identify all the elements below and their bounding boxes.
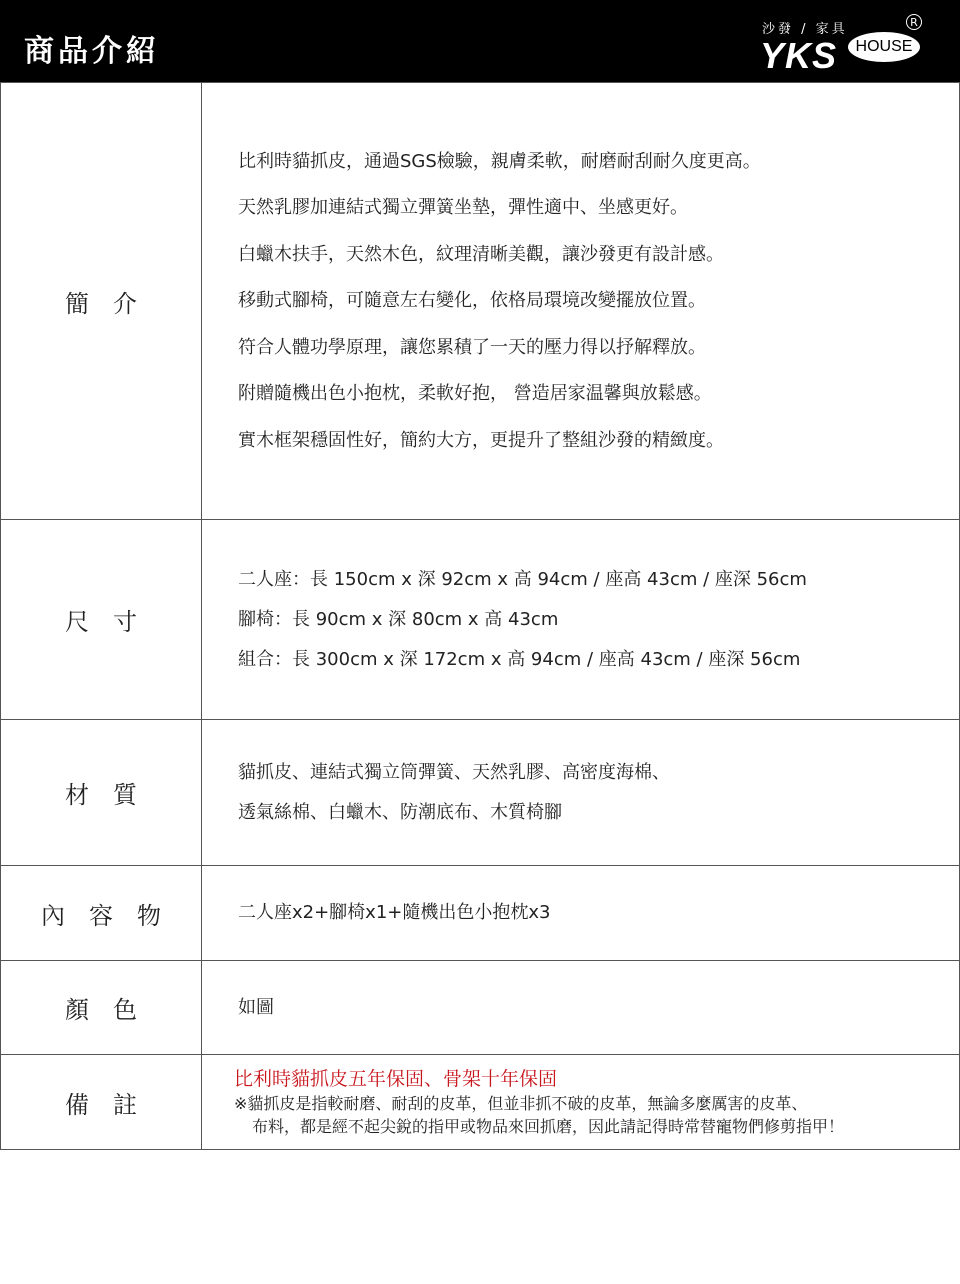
intro-line: 比利時貓抓皮，通過SGS檢驗，親膚柔軟，耐磨耐刮耐久度更高。 <box>238 150 761 172</box>
note-line: ※貓抓皮是指較耐磨、耐刮的皮革，但並非抓不破的皮革，無論多麼厲害的皮革、 <box>234 1094 808 1113</box>
note-line: 布料，都是經不起尖銳的指甲或物品來回抓磨，因此請記得時常替寵物們修剪指甲！ <box>252 1117 845 1136</box>
spec-row-contents <box>1 866 960 961</box>
size-line: 腳椅：長 90cm x 深 80cm x 高 43cm <box>238 608 559 630</box>
spec-table <box>0 82 960 1150</box>
spec-content-size <box>202 520 960 720</box>
material-list <box>238 761 939 825</box>
intro-line: 移動式腳椅，可隨意左右變化，依格局環境改變擺放位置。 <box>238 290 706 311</box>
logo-subtitle: 沙發 / 家具 <box>762 22 848 37</box>
spec-row-color <box>1 961 960 1055</box>
intro-line: 白蠟木扶手，天然木色，紋理清晰美觀，讓沙發更有設計感。 <box>238 243 724 265</box>
spec-content-contents <box>202 866 960 961</box>
intro-list <box>238 150 939 453</box>
intro-line: 符合人體功學原理，讓您累積了一天的壓力得以抒解釋放。 <box>238 336 706 358</box>
intro-line: 附贈隨機出色小抱枕，柔軟好抱， 營造居家温馨與放鬆感。 <box>238 383 712 404</box>
material-line: 貓抓皮、連結式獨立筒彈簧、天然乳膠、高密度海棉、 <box>238 761 670 783</box>
brand-logo <box>760 12 930 76</box>
spec-label-intro: 簡介 <box>1 83 202 520</box>
spec-label-size: 尺寸 <box>1 520 202 720</box>
spec-row-note <box>1 1055 960 1150</box>
registered-mark-icon: R <box>906 14 922 30</box>
page-header <box>0 0 960 82</box>
spec-label-contents: 內容物 <box>1 866 202 961</box>
spec-content-intro <box>202 83 960 520</box>
intro-line: 天然乳膠加連結式獨立彈簧坐墊，彈性適中、坐感更好。 <box>238 197 688 218</box>
intro-line: 實木框架穩固性好，簡約大方，更提升了整組沙發的精緻度。 <box>238 429 724 451</box>
material-line: 透氣絲棉、白蠟木、防潮底布、木質椅腳 <box>238 801 562 823</box>
spec-content-material <box>202 720 960 866</box>
spec-row-intro <box>1 83 960 520</box>
size-list <box>238 568 939 672</box>
spec-row-size <box>1 520 960 720</box>
size-line: 組合：長 300cm x 深 172cm x 高 94cm / 座高 43cm / 座深 56cm <box>238 648 801 670</box>
spec-row-material <box>1 720 960 866</box>
page-title: 商品介紹 <box>24 34 160 69</box>
spec-label-material: 材質 <box>1 720 202 866</box>
logo-house-badge: HOUSE <box>848 32 920 62</box>
warranty-text: 比利時貓抓皮五年保固、骨架十年保固 <box>234 1068 558 1090</box>
spec-label-note: 備註 <box>1 1055 202 1150</box>
spec-label-color: 顏色 <box>1 961 202 1055</box>
contents-text: 二人座x2+腳椅x1+隨機出色小抱枕x3 <box>238 902 551 923</box>
size-line: 二人座：長 150cm x 深 92cm x 高 94cm / 座高 43cm / 座深 56cm <box>238 568 807 590</box>
color-text: 如圖 <box>238 996 274 1018</box>
spec-content-note <box>202 1055 960 1150</box>
spec-content-color <box>202 961 960 1055</box>
logo-brand: YKS <box>760 35 838 76</box>
